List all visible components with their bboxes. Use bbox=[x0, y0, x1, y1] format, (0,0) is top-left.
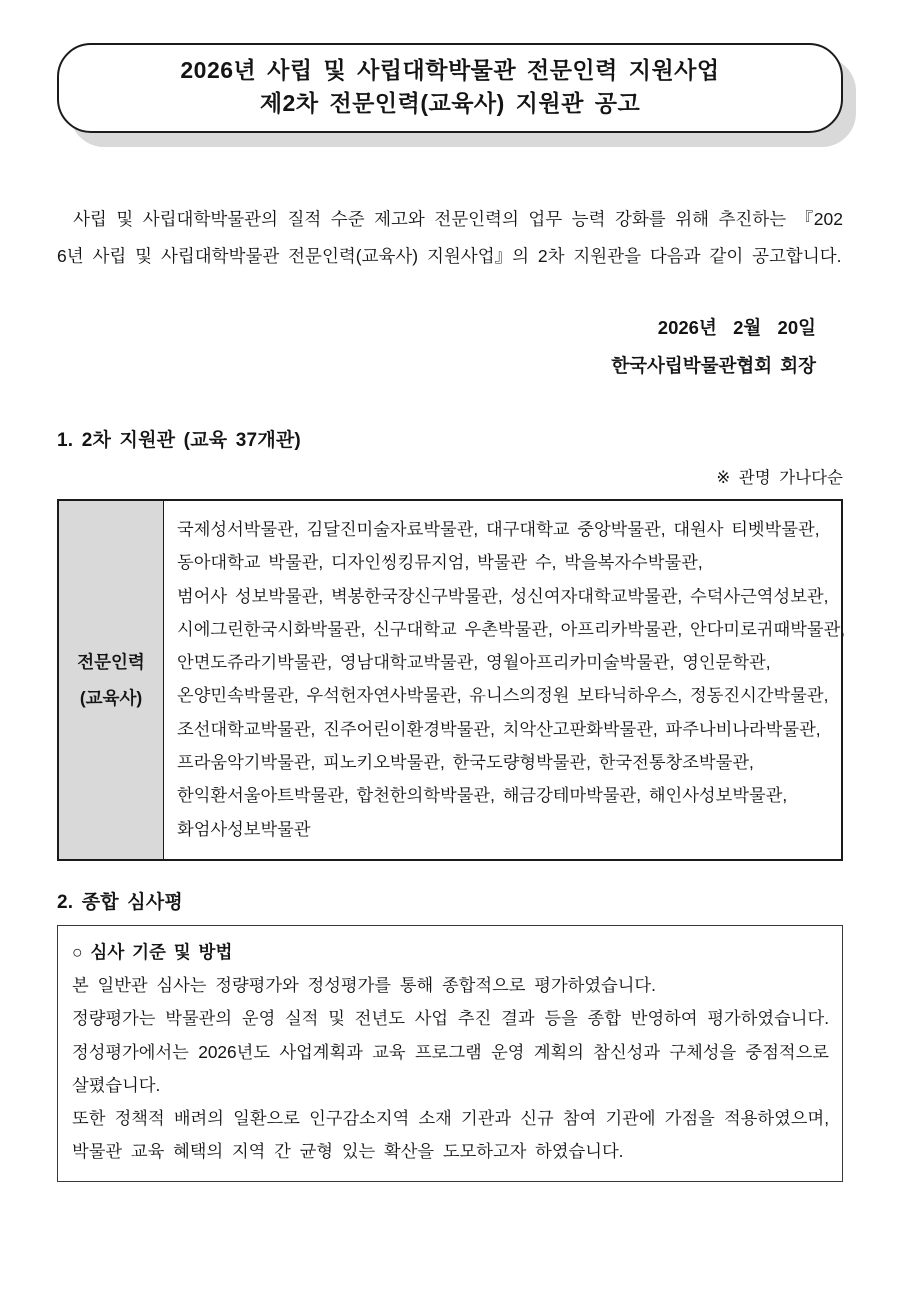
museum-list-line: 동아대학교 박물관, 디자인씽킹뮤지엄, 박물관 수, 박을복자수박물관, bbox=[177, 552, 703, 573]
announcement-document bbox=[0, 43, 900, 1182]
museum-list-line: 국제성서박물관, 김달진미술자료박물관, 대구대학교 중앙박물관, 대원사 티벳박물관, bbox=[177, 519, 820, 539]
sort-order-note: ※ 관명 가나다순 bbox=[716, 469, 843, 487]
museum-list-line: 조선대학교박물관, 진주어린이환경박물관, 치악산고판화박물관, 파주나비나라박물관, bbox=[177, 718, 821, 739]
museum-list-line: 안면도쥬라기박물관, 영남대학교박물관, 영월아프리카미술박물관, 영인문학관, bbox=[177, 652, 771, 673]
museum-table bbox=[57, 499, 846, 861]
signoff-block bbox=[57, 309, 843, 385]
museum-list-cell bbox=[164, 501, 853, 859]
museum-list-line: 한익환서울아트박물관, 합천한의학박물관, 해금강테마박물관, 해인사성보박물관, bbox=[177, 785, 788, 806]
table-row-header bbox=[59, 501, 164, 859]
museum-list-line: 범어사 성보박물관, 벽봉한국장신구박물관, 성신여자대학교박물관, 수덕사근역성보관, bbox=[177, 585, 829, 606]
museum-list-line: 프라움악기박물관, 피노키오박물관, 한국도량형박물관, 한국전통창조박물관, bbox=[177, 752, 754, 773]
row-header-line-2: (교육사) bbox=[79, 687, 143, 708]
review-box-title: ○ 심사 기준 및 방법 bbox=[72, 941, 233, 962]
section2-heading: 2. 종합 심사평 bbox=[57, 891, 183, 913]
review-paragraph: 또한 정책적 배려의 일환으로 인구감소지역 소재 기관과 신규 참여 기관에 가점을 적용하였으며, 박물관 교육 혜택의 지역 간 균형 있는 확산을 도모하고자 하였습니다. bbox=[72, 1108, 829, 1162]
row-header-line-1: 전문인력 bbox=[77, 651, 145, 672]
announcement-signer: 한국사립박물관협회 회장 bbox=[611, 355, 816, 376]
museum-list-line: 시에그린한국시화박물관, 신구대학교 우촌박물관, 아프리카박물관, 안다미로귀때박물관, bbox=[177, 618, 846, 639]
document-title-line-2: 제2차 전문인력(교육사) 지원관 공고 bbox=[259, 90, 641, 116]
document-title-line-1: 2026년 사립 및 사립대학박물관 전문인력 지원사업 bbox=[180, 57, 720, 83]
document-title-box bbox=[57, 43, 843, 133]
announcement-date: 2026년 2월 20일 bbox=[657, 317, 816, 338]
museum-list-line: 온양민속박물관, 우석헌자연사박물관, 유니스의정원 보타닉하우스, 정동진시간박물관, bbox=[177, 685, 829, 706]
museum-list-line: 화엄사성보박물관 bbox=[177, 818, 311, 839]
review-paragraph: 본 일반관 심사는 정량평가와 정성평가를 통해 종합적으로 평가하였습니다. bbox=[72, 974, 656, 995]
intro-paragraph: 사립 및 사립대학박물관의 질적 수준 제고와 전문인력의 업무 능력 강화를 위해 추진하는 『2026년 사립 및 사립대학박물관 전문인력(교육사) 지원사업』의 2차 지원관을 다음과 같이 공고합니다. bbox=[57, 209, 843, 266]
review-paragraph: 정량평가는 박물관의 운영 실적 및 전년도 사업 추진 결과 등을 종합 반영하여 평가하였습니다. 정성평가에서는 2026년도 사업계획과 교육 프로그램 운영 계획의 참신성과 구체성을 중점적으로 살폈습니다. bbox=[72, 1008, 829, 1095]
review-criteria-box bbox=[57, 925, 843, 1182]
section1-heading: 1. 2차 지원관 (교육 37개관) bbox=[57, 430, 301, 451]
